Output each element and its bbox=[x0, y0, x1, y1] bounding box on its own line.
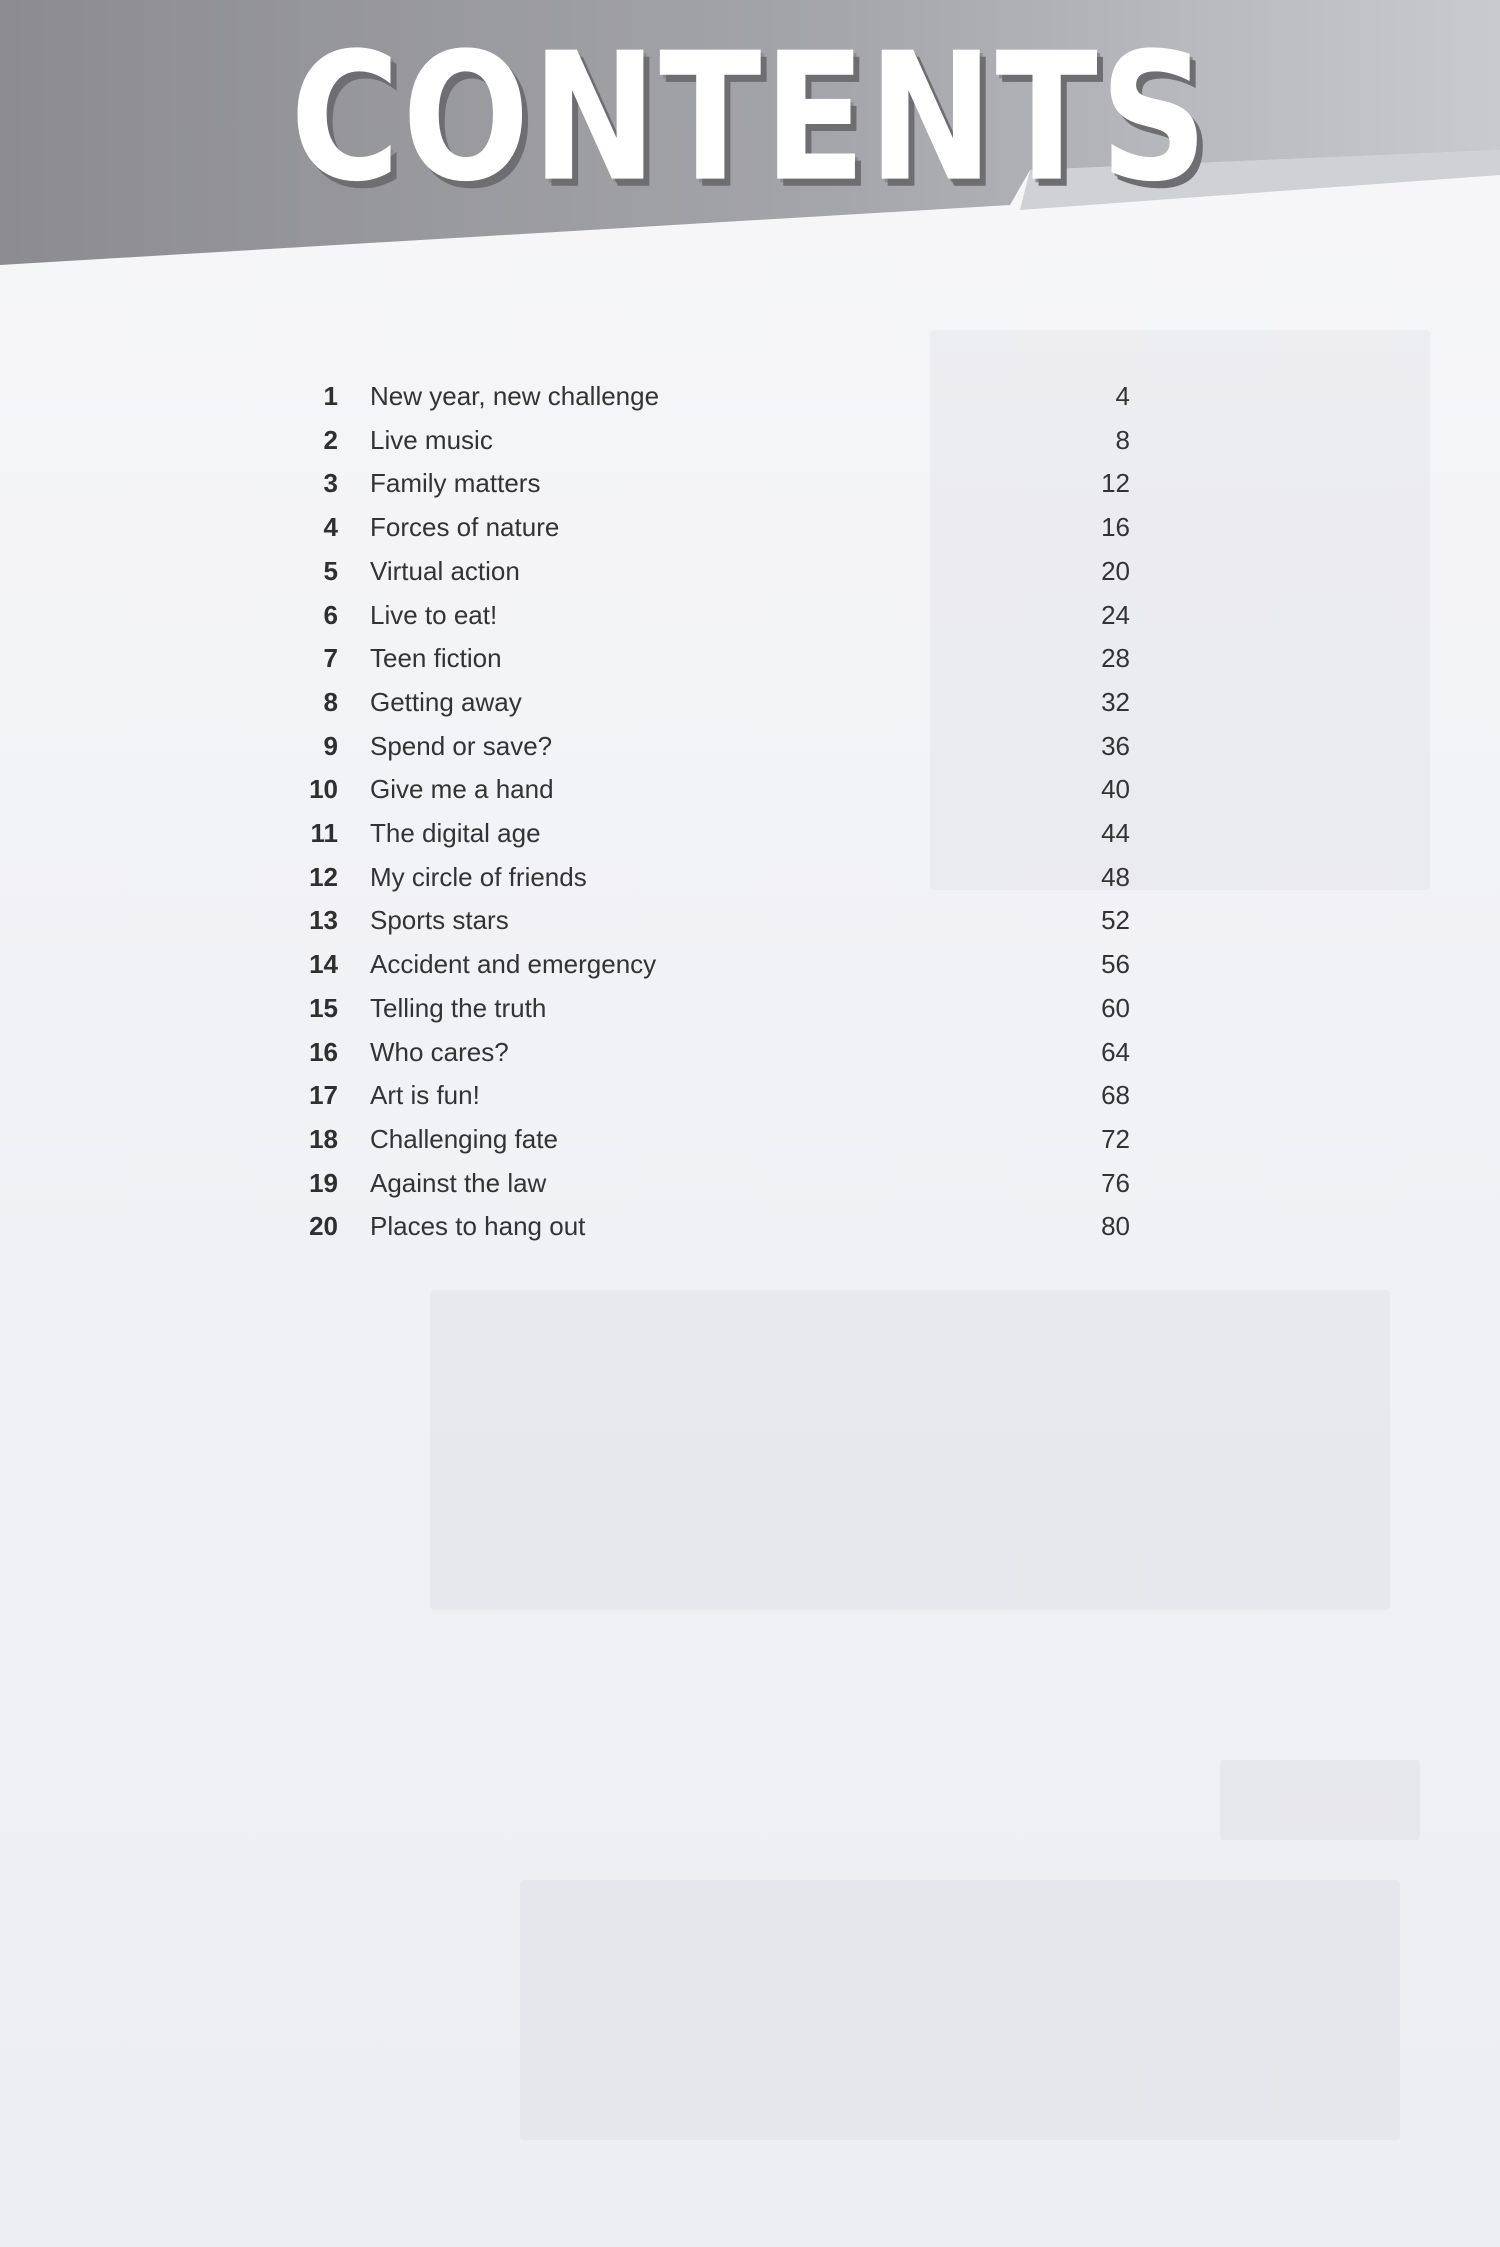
page-number: 4 bbox=[1115, 381, 1130, 411]
toc-entry bbox=[300, 1074, 1130, 1118]
unit-title: Against the law bbox=[370, 1167, 547, 1198]
unit-number: 15 bbox=[309, 992, 338, 1023]
unit-number: 12 bbox=[309, 861, 338, 892]
toc-entry bbox=[300, 375, 1130, 419]
page-number: 44 bbox=[1101, 818, 1130, 848]
toc-entry bbox=[300, 987, 1130, 1031]
page-number: 64 bbox=[1101, 1036, 1130, 1067]
unit-title: Teen fiction bbox=[370, 643, 502, 674]
unit-number: 14 bbox=[309, 949, 338, 980]
unit-title: Telling the truth bbox=[370, 992, 547, 1023]
page-number: 80 bbox=[1101, 1211, 1130, 1242]
toc-entry bbox=[300, 419, 1130, 463]
toc-entry bbox=[300, 462, 1130, 506]
unit-title: The digital age bbox=[370, 818, 541, 848]
unit-number: 3 bbox=[323, 468, 338, 499]
unit-number: 17 bbox=[309, 1080, 338, 1111]
unit-number: 18 bbox=[309, 1123, 338, 1154]
unit-number: 13 bbox=[309, 905, 338, 936]
toc-entry bbox=[300, 681, 1130, 725]
toc-entry bbox=[300, 1205, 1130, 1249]
unit-title: Forces of nature bbox=[370, 512, 560, 543]
toc-entry bbox=[300, 812, 1130, 856]
page-title: CONTENTS bbox=[290, 15, 1210, 222]
toc-entry bbox=[300, 594, 1130, 638]
unit-title: Places to hang out bbox=[370, 1211, 586, 1242]
page-number: 16 bbox=[1101, 512, 1130, 543]
page-number: 48 bbox=[1101, 861, 1130, 892]
page-number: 72 bbox=[1101, 1123, 1130, 1154]
unit-number: 11 bbox=[310, 818, 338, 848]
unit-title: Spend or save? bbox=[370, 730, 553, 761]
page-number: 60 bbox=[1101, 992, 1130, 1023]
table-of-contents bbox=[300, 375, 1130, 1245]
page-number: 20 bbox=[1101, 555, 1130, 586]
unit-title: Give me a hand bbox=[370, 774, 554, 805]
page-number: 40 bbox=[1101, 774, 1130, 805]
unit-title: Virtual action bbox=[370, 555, 520, 586]
unit-number: 7 bbox=[323, 643, 338, 674]
unit-number: 16 bbox=[309, 1036, 338, 1067]
toc-entry bbox=[300, 856, 1130, 900]
unit-title: Family matters bbox=[370, 468, 541, 499]
toc-entry bbox=[300, 1162, 1130, 1206]
unit-number: 6 bbox=[323, 599, 338, 630]
show-through-block bbox=[1220, 1760, 1420, 1840]
show-through-block bbox=[520, 1880, 1400, 2140]
page-number: 32 bbox=[1101, 686, 1130, 717]
unit-title: Who cares? bbox=[370, 1036, 509, 1067]
unit-number: 4 bbox=[323, 512, 338, 543]
toc-entry bbox=[300, 550, 1130, 594]
unit-title: Live to eat! bbox=[370, 599, 498, 630]
toc-entry bbox=[300, 1118, 1130, 1162]
unit-number: 5 bbox=[323, 555, 338, 586]
toc-entry bbox=[300, 637, 1130, 681]
toc-entry bbox=[300, 768, 1130, 812]
unit-title: Live music bbox=[370, 424, 493, 455]
unit-number: 1 bbox=[323, 381, 338, 411]
unit-number: 8 bbox=[323, 686, 338, 717]
toc-entry bbox=[300, 1031, 1130, 1075]
unit-number: 19 bbox=[309, 1167, 338, 1198]
page-number: 28 bbox=[1101, 643, 1130, 674]
unit-number: 2 bbox=[323, 424, 338, 455]
page-number: 52 bbox=[1101, 905, 1130, 936]
unit-title: Art is fun! bbox=[370, 1080, 480, 1111]
toc-entry bbox=[300, 899, 1130, 943]
page-number: 56 bbox=[1101, 949, 1130, 980]
toc-entry bbox=[300, 506, 1130, 550]
unit-title: New year, new challenge bbox=[370, 381, 660, 411]
unit-title: Sports stars bbox=[370, 905, 509, 936]
unit-title: Challenging fate bbox=[370, 1123, 558, 1154]
unit-title: My circle of friends bbox=[370, 861, 587, 892]
unit-number: 9 bbox=[323, 730, 338, 761]
page-number: 36 bbox=[1101, 730, 1130, 761]
show-through-block bbox=[430, 1290, 1390, 1610]
unit-title: Getting away bbox=[370, 686, 522, 717]
page-number: 24 bbox=[1101, 599, 1130, 630]
toc-entry bbox=[300, 943, 1130, 987]
page-number: 12 bbox=[1101, 468, 1130, 499]
page-number: 68 bbox=[1101, 1080, 1130, 1111]
unit-number: 20 bbox=[309, 1211, 338, 1242]
page-number: 8 bbox=[1115, 424, 1130, 455]
page-number: 76 bbox=[1101, 1167, 1130, 1198]
unit-number: 10 bbox=[309, 774, 338, 805]
toc-entry bbox=[300, 725, 1130, 769]
unit-title: Accident and emergency bbox=[370, 949, 657, 980]
